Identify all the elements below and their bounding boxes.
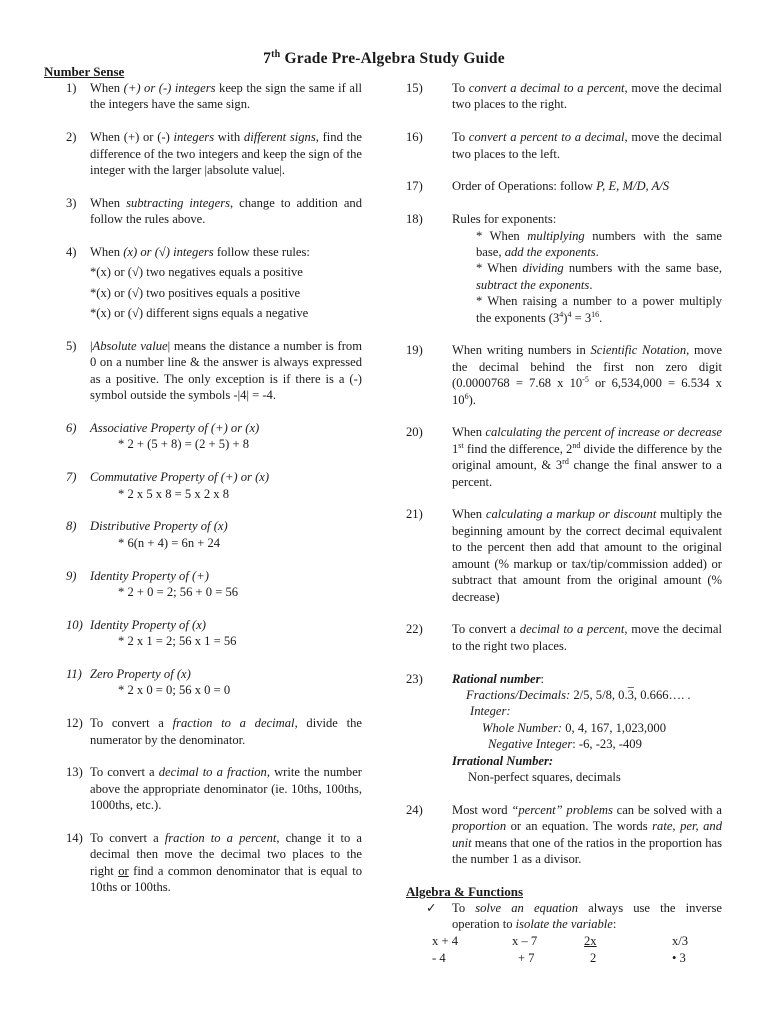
- page-title: 7th Grade Pre-Algebra Study Guide: [263, 49, 505, 67]
- list-item: 19) When writing numbers in Scientific Notation, move the decimal behind the first non zero digit (0.0000768 = 7.68 x $10^{-5}$ or 6,534,000 = 6.534 x $10^6$).: [406, 343, 723, 407]
- ops-row: x + 4 x – 7 2x x/3: [432, 934, 689, 948]
- list-item: 10) Identity Property of (x) * 2 x 1 = 2; 56 x 1 = 56: [66, 617, 237, 649]
- list-item: 14) To convert a fraction to a percent, change it to a decimal then move the decimal two places to the right or find a common denominator that is equal to 10ths or 100ths.: [66, 831, 362, 895]
- list-item: 1) When (+) or (-) integers keep the sign the same if all the integers have the same sign.: [66, 81, 363, 112]
- list-item: 7) Commutative Property of (+) or (x) * 2 x 5 x 8 = 5 x 2 x 8: [66, 470, 270, 501]
- list-item: 4) When (x) or (√) integers follow these rules: *(x) or (√) two negatives equals a positive *(x) or (√) two positives equals a positive *(x) or (√) different signs equals a negative: [66, 245, 310, 321]
- ops-row: - 4 + 7 2 • 3: [432, 951, 686, 965]
- list-item: 13) To convert a decimal to a fraction, write the number above the appropriate denominator (ie. 10ths, 100ths, 1000ths, etc.).: [66, 765, 362, 813]
- list-item: 9) Identity Property of (+) * 2 + 0 = 2; 56 + 0 = 56: [66, 568, 239, 600]
- list-item: 2) When (+) or (-) integers with different signs, find the difference of the two integers and keep the sign of the integer with the larger |absolute value|.: [66, 130, 363, 178]
- list-item: 23) Rational number: Fractions/Decimals: 2/5, 5/8, 0.3, 0.666…. . Integer: Whole Number: 0, 4, 167, 1,023,000 Negative Integer: -6, -23, -409 Irrational Number: Non-perfect squares, decimals: [406, 671, 691, 784]
- list-item: 5) |Absolute value| means the distance a number is from 0 on a number line & the answer is always expressed as a positive. The only exception is if there is a (-) symbol outside the symbols -|4| = -4.: [66, 339, 362, 403]
- list-item: 20) When calculating the percent of increase or decrease 1st find the difference, 2nd divide the difference by the original amount, & 3rd change the final answer to a percent.: [406, 425, 722, 489]
- list-item: 16) To convert a percent to a decimal, move the decimal two places to the left.: [406, 130, 722, 161]
- right-column: [406, 80, 722, 884]
- left-column: [44, 80, 362, 912]
- list-item: 6) Associative Property of (+) or (x) * 2 + (5 + 8) = (2 + 5) + 8: [66, 421, 260, 452]
- list-item: 15) To convert a decimal to a percent, move the decimal two places to the right.: [406, 81, 722, 112]
- list-item: 18) Rules for exponents: * When multiplying numbers with the same base, add the exponents. * When dividing numbers with the same base, subtract the exponents. * When raising a number to a power multiply the exponents $(3^4)^4 = 3^{16}$.: [406, 212, 722, 325]
- list-item: 24) Most word “percent” problems can be solved with a proportion or an equation. The words rate, per, and unit means that one of the ratios in the proportion has the number 1 as a divisor.: [406, 802, 722, 866]
- inverse-operations-examples: [432, 933, 722, 967]
- list-item: 8) Distributive Property of (x) * 6(n + 4) = 6n + 24: [66, 519, 228, 550]
- list-item: 11) Zero Property of (x) * 2 x 0 = 0; 56 x 0 = 0: [66, 667, 231, 698]
- list-item: 21) When calculating a markup or discount multiply the beginning amount by the correct decimal equivalent to the percent then add that amount to the original amount (% markup or tax/tip/commission added) or subtract that amount from the original amount (% decrease): [406, 507, 723, 604]
- list-item: 17) Order of Operations: follow P, E, M/D, A/S: [406, 179, 670, 194]
- section-heading-number-sense: Number Sense: [44, 64, 125, 79]
- checklist-item: ✓ To solve an equation always use the inverse operation to isolate the variable:: [426, 901, 722, 932]
- list-item: 3) When subtracting integers, change to addition and follow the rules above.: [66, 195, 362, 227]
- list-item: 12) To convert a fraction to a decimal, divide the numerator by the denominator.: [66, 716, 362, 747]
- list-item: 22) To convert a decimal to a percent, move the decimal to the right two places.: [406, 622, 722, 653]
- check-icon: ✓: [426, 901, 437, 915]
- section-heading-algebra: Algebra & Functions: [406, 884, 523, 899]
